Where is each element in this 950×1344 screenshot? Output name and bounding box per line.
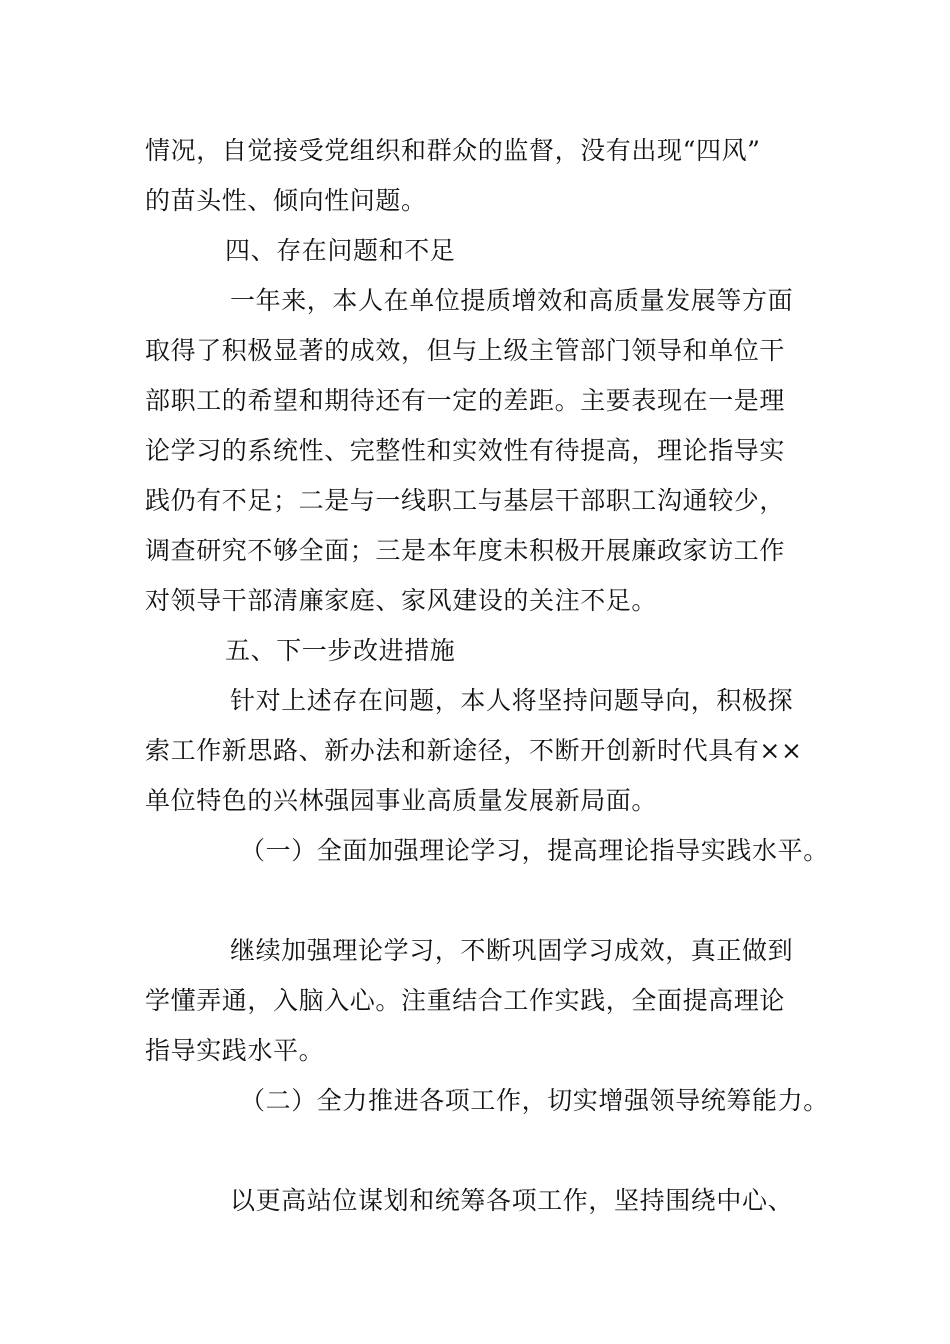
subsection-heading: （二）全力推进各项工作，切实增强领导统筹能力。 [240,1086,829,1115]
body-text-line: 论学习的系统性、完整性和实效性有待提高，理论指导实 [145,436,786,465]
body-text-line: 的苗头性、倾向性问题。 [145,186,427,215]
body-text-line: 继续加强理论学习，不断巩固学习成效，真正做到 [230,936,794,965]
body-text-line: 指导实践水平。 [145,1036,325,1065]
body-text-line: 一年来，本人在单位提质增效和高质量发展等方面 [230,286,794,315]
body-text-line: 针对上述存在问题，本人将坚持问题导向，积极探 [230,686,794,715]
body-text-line: 对领导干部清廉家庭、家风建设的关注不足。 [145,586,658,615]
body-text-line: 以更高站位谋划和统筹各项工作，坚持围绕中心、 [230,1186,794,1215]
body-text-line: 调查研究不够全面；三是本年度未积极开展廉政家访工作 [145,536,786,565]
body-text-line: 践仍有不足；二是与一线职工与基层干部职工沟通较少， [145,486,786,515]
body-text-line: 情况，自觉接受党组织和群众的监督，没有出现“四风” [145,136,761,165]
body-text-line: 单位特色的兴林强园事业高质量发展新局面。 [145,786,658,815]
subsection-heading: （一）全面加强理论学习，提高理论指导实践水平。 [240,836,829,865]
section-heading: 五、下一步改进措施 [225,636,456,665]
body-text-line: 部职工的希望和期待还有一定的差距。主要表现在一是理 [145,386,786,415]
body-text-line: 取得了积极显著的成效，但与上级主管部门领导和单位干 [145,336,786,365]
body-text-line: 索工作新思路、新办法和新途径，不断开创新时代具有×× [145,736,803,765]
section-heading: 四、存在问题和不足 [225,236,456,265]
body-text-line: 学懂弄通，入脑入心。注重结合工作实践，全面提高理论 [145,986,786,1015]
